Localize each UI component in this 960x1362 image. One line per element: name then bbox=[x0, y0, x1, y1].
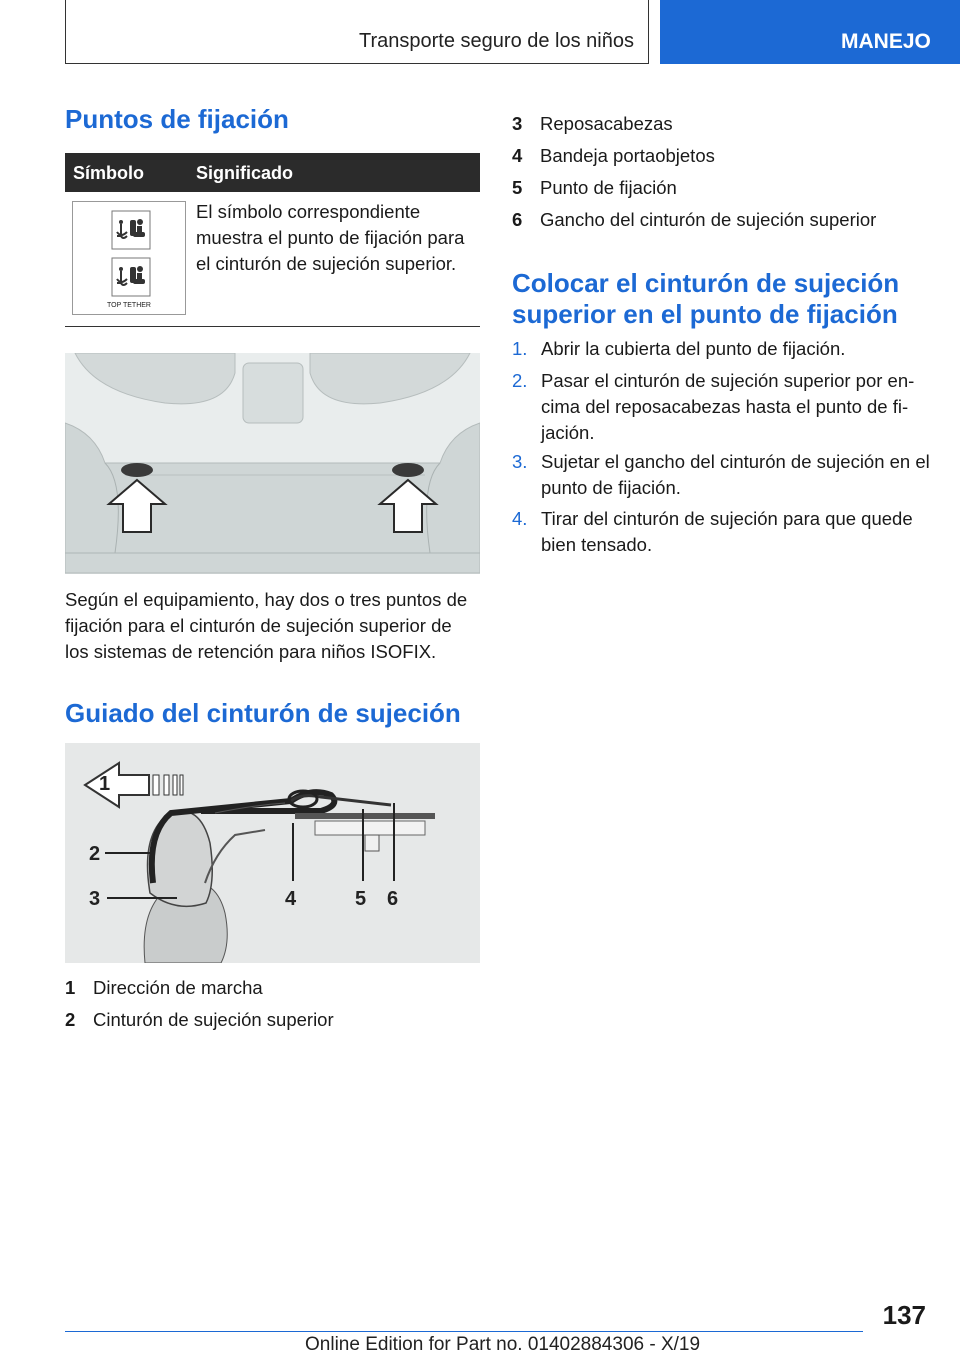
anchor-points-paragraph: Según el equipamiento, hay dos o tres puntos de fijación para el cinturón de sujeción superior de los sistemas de retención para niños ISOFIX. bbox=[65, 589, 468, 662]
legend-label: Bandeja portaobjetos bbox=[540, 145, 715, 166]
legend-label: Gancho del cinturón de sujeción superior bbox=[540, 209, 877, 230]
table-header bbox=[65, 153, 480, 192]
legend-label: Reposacabezas bbox=[540, 113, 673, 134]
top-tether-caption: TOP TETHER bbox=[107, 302, 151, 309]
section-tab-label: MANEJO bbox=[841, 30, 931, 53]
legend-label: Dirección de marcha bbox=[93, 977, 263, 998]
legend-number: 2 bbox=[65, 1009, 76, 1030]
rear-seat-anchor-figure bbox=[65, 353, 480, 574]
step-item bbox=[512, 449, 932, 501]
fig-label-2: 2 bbox=[89, 843, 101, 865]
page-number: 137 bbox=[882, 1300, 926, 1330]
legend-number: 4 bbox=[512, 145, 523, 166]
step-item bbox=[512, 506, 932, 558]
heading-puntos-fijacion: Puntos de fijación bbox=[65, 104, 289, 134]
step-text: Tirar del cinturón de sujeción para que quede bien tensado. bbox=[541, 508, 913, 555]
step-number: 4. bbox=[512, 508, 528, 529]
legend-number: 5 bbox=[512, 177, 523, 198]
fig-label-6: 6 bbox=[387, 888, 399, 910]
child-seat-anchor-icon bbox=[73, 202, 185, 314]
footer-rule bbox=[65, 1331, 863, 1332]
step-text: Abrir la cubierta del punto de fijación. bbox=[541, 338, 846, 359]
heading-guiado-cinturon: Guiado del cinturón de sujeción bbox=[65, 698, 461, 728]
header-box bbox=[65, 0, 649, 64]
legend-label: Cinturón de sujeción superior bbox=[93, 1009, 334, 1030]
chapter-title: Transporte seguro de los niños bbox=[359, 30, 634, 52]
legend-number: 3 bbox=[512, 113, 523, 134]
col-symbol-header: Símbolo bbox=[73, 163, 144, 183]
step-number: 2. bbox=[512, 370, 528, 391]
fig-label-1: 1 bbox=[99, 773, 111, 795]
symbol-meaning: El símbolo correspondiente muestra el punto de fijación para el cinturón de sujeción superior. bbox=[196, 201, 465, 274]
step-number: 3. bbox=[512, 451, 528, 472]
legend-label: Punto de fijación bbox=[540, 177, 677, 198]
edition-footer: Online Edition for Part no. 01402884306 - X/19 bbox=[305, 1334, 701, 1355]
tether-routing-figure bbox=[65, 743, 480, 963]
step-text: Sujetar el gancho del cinturón de sujeción en el punto de fijación. bbox=[541, 451, 930, 498]
step-number: 1. bbox=[512, 338, 528, 359]
step-text: Pasar el cinturón de sujeción superior por encima del reposacabezas hasta el punto de fijación. bbox=[541, 370, 915, 443]
step-item bbox=[512, 368, 932, 446]
step-item bbox=[512, 336, 932, 362]
col-meaning-header: Significado bbox=[196, 163, 294, 183]
section-tab[interactable] bbox=[660, 0, 960, 64]
fig-label-3: 3 bbox=[89, 888, 101, 910]
table-rule bbox=[65, 326, 480, 327]
fig-label-4: 4 bbox=[285, 888, 297, 910]
top-tether-symbol bbox=[72, 201, 186, 315]
fig-label-5: 5 bbox=[355, 888, 367, 910]
heading-colocar-cinturon: Colocar el cinturón de sujeción superior en el punto de fijación bbox=[512, 268, 900, 329]
legend-number: 6 bbox=[512, 209, 523, 230]
legend-number: 1 bbox=[65, 977, 76, 998]
